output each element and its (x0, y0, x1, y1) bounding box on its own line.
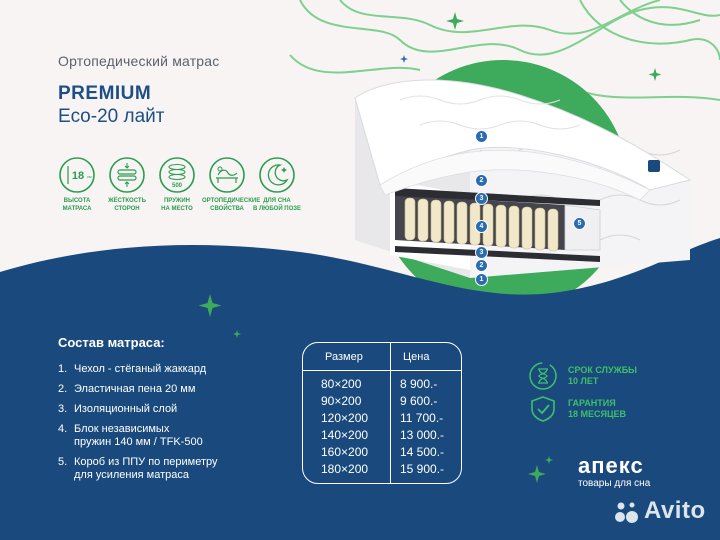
service-life-badge (528, 361, 637, 391)
table-row (303, 411, 461, 428)
svg-text:18: 18 (71, 170, 85, 182)
feature-firmness-label: ЖЁСТКОСТЬ СТОРОН (108, 198, 146, 212)
cell-size: 180×200 (321, 462, 369, 476)
callout-1-bottom: 1 (475, 273, 488, 286)
list-item-text: Чехол - стёганый жаккард (74, 363, 207, 375)
svg-text:500: 500 (171, 183, 183, 189)
brand-name: апекс (578, 453, 644, 478)
features-row (52, 156, 302, 226)
header-size: Размер (325, 351, 363, 363)
feature-firmness (102, 156, 152, 213)
table-row (303, 377, 461, 394)
svg-text:см: см (87, 174, 92, 179)
sleep-icon (258, 156, 296, 194)
feature-height (52, 156, 102, 213)
list-item (58, 423, 278, 449)
product-title-line1: PREMIUM (58, 83, 152, 104)
feature-orthopedic-label: ОРТОПЕДИЧЕСКИЕ СВОЙСТВА (202, 198, 261, 212)
height-icon (58, 156, 96, 194)
service-life-text: СРОК СЛУЖБЫ 10 ЛЕТ (568, 365, 637, 386)
brand-tagline: товары для сна (578, 478, 651, 489)
list-item-number: 4. (58, 423, 68, 435)
brand-logo (578, 455, 650, 490)
avito-text: Avito (644, 497, 706, 524)
cell-price: 11 700.- (400, 411, 444, 425)
list-item (58, 403, 278, 416)
callout-1-top: 1 (475, 130, 488, 143)
cell-price: 9 600.- (400, 394, 438, 408)
cell-size: 140×200 (321, 428, 369, 442)
price-table (302, 342, 462, 484)
price-table-row-divider (303, 370, 461, 371)
callout-3-bottom: 3 (475, 246, 488, 259)
price-table-body (303, 377, 461, 479)
cell-size: 80×200 (321, 377, 362, 391)
cell-size: 120×200 (321, 411, 369, 425)
cell-size: 160×200 (321, 445, 369, 459)
list-item-text: Короб из ППУ по периметру для усиления матраса (74, 456, 218, 481)
table-row (303, 445, 461, 462)
header-price: Цена (403, 351, 430, 363)
list-item-number: 1. (58, 363, 68, 375)
list-item-text: Эластичная пена 20 мм (74, 383, 196, 395)
cell-price: 13 000.- (400, 428, 445, 442)
table-row (303, 462, 461, 479)
avito-logo-icon (612, 497, 640, 525)
shield-check-icon (528, 394, 558, 424)
feature-springs (152, 156, 202, 213)
orthopedic-icon (208, 156, 246, 194)
callout-5: 5 (573, 217, 586, 230)
composition-title: Состав матраса: (58, 335, 165, 350)
springs-icon (158, 156, 196, 194)
composition-list (58, 363, 278, 489)
cell-price: 15 900.- (400, 462, 445, 476)
list-item-number: 2. (58, 383, 68, 395)
table-row (303, 428, 461, 445)
list-item (58, 383, 278, 396)
list-item (58, 363, 278, 376)
cell-price: 14 500.- (400, 445, 445, 459)
list-item-number: 3. (58, 403, 68, 415)
callout-2-top: 2 (475, 174, 488, 187)
list-item (58, 456, 278, 482)
list-item-text: Блок независимых пружин 140 мм / TFK-500 (74, 423, 203, 448)
hourglass-icon (528, 361, 558, 391)
list-item-number: 5. (58, 456, 68, 468)
feature-sleep-label: ДЛЯ СНА В ЛЮБОЙ ПОЗЕ (252, 198, 302, 212)
feature-height-label: ВЫСОТА МАТРАСА (62, 198, 92, 212)
feature-orthopedic (202, 156, 261, 213)
list-item-text: Изоляционный слой (74, 403, 178, 415)
cell-price: 8 900.- (400, 377, 438, 391)
feature-springs-label: ПРУЖИН НА МЕСТО (161, 198, 193, 212)
price-table-header (303, 351, 461, 369)
product-subtitle: Ортопедический матрас (58, 53, 220, 69)
product-title-line2: Eco-20 лайт (58, 106, 165, 127)
callout-3-top: 3 (475, 192, 488, 205)
warranty-badge (528, 394, 626, 424)
avito-watermark (612, 497, 706, 525)
cell-size: 90×200 (321, 394, 362, 408)
callout-2-bottom: 2 (475, 259, 488, 272)
firmness-icon (108, 156, 146, 194)
warranty-text: ГАРАНТИЯ 18 МЕСЯЦЕВ (568, 398, 627, 419)
callout-4: 4 (475, 220, 488, 233)
table-row (303, 394, 461, 411)
feature-sleep (252, 156, 302, 213)
mattress-illustration (355, 80, 690, 278)
